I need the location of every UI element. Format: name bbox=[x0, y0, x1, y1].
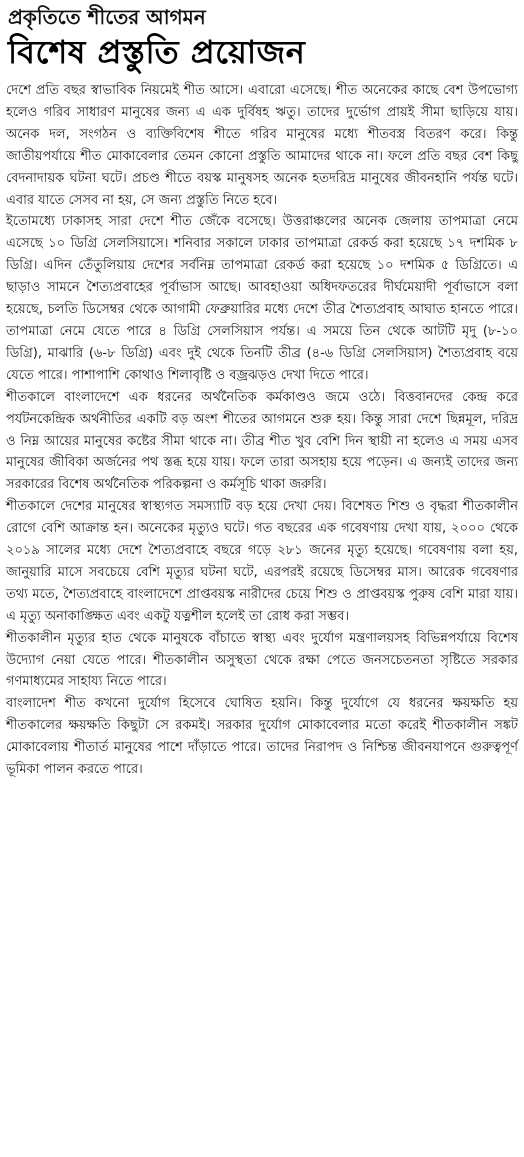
article-paragraph: ইতোমধ্যে ঢাকাসহ সারা দেশে শীত জেঁকে বসেছে। উত্তরাঞ্চলের অনেক জেলায় তাপমাত্রা নেমে এসেছে ১০ ডিগ্রি সেলসিয়াসে। শনিবার সকালে ঢাকার তাপমাত্রা রেকর্ড করা হয়েছে ১৭ দশমিক ৮ ডিগ্রি। এদিন তেঁতুলিয়ায় দেশের সর্বনিম্ন তাপমাত্রা রেকর্ড করা হয়েছে ১০ দশমিক ৫ ডিগ্রিতে। এ ছাড়াও সামনে শৈত্যপ্রবাহের পূর্বাভাস আছে। আবহাওয়া অধিদফতরের দীর্ঘমেয়াদী পূর্বাভাসে বলা হয়েছে, চলতি ডিসেম্বর থেকে আগামী ফেব্রুয়ারির মধ্যে দেশে তীব্র শৈত্যপ্রবাহ আঘাত হানতে পারে। তাপমাত্রা নেমে যেতে পারে ৪ ডিগ্রি সেলসিয়াস পর্যন্ত। এ সময়ে তিন থেকে আটটি মৃদু (৮-১০ ডিগ্রি), মাঝারি (৬-৮ ডিগ্রি) এবং দুই থেকে তিনটি তীব্র (৪-৬ ডিগ্রি সেলসিয়াস) শৈত্যপ্রবাহ বয়ে যেতে পারে। পাশাপাশি কোথাও শিলাবৃষ্টি ও বজ্রঝড়ও দেখা দিতে পারে। bbox=[6, 214, 518, 383]
article-kicker: প্রকৃতিতে শীতের আগমন bbox=[8, 5, 206, 29]
article-paragraph: বাংলাদেশ শীত কখনো দুর্যোগ হিসেবে ঘোষিত হয়নি। কিন্তু দুর্যোগে যে ধরনের ক্ষয়ক্ষতি হয় শীতকালের ক্ষয়ক্ষতি কিছুটা সে রকমই। সরকার দুর্যোগ মোকাবেলার মতো করেই শীতকালীন সঙ্কট মোকাবেলায় শীতার্ত মানুষের পাশে দাঁড়াতে পারে। তাদের নিরাপদ ও নিশ্চিন্ত জীবনযাপনে গুরুত্বপূর্ণ ভূমিকা পালন করতে পারে। bbox=[6, 696, 518, 778]
article-headline: বিশেষ প্রস্তুতি প্রয়োজন bbox=[8, 33, 306, 71]
article-paragraph: দেশে প্রতি বছর স্বাভাবিক নিয়মেই শীত আসে। এবারো এসেছে। শীত অনেকের কাছে বেশ উপভোগ্য হলেও গরিব সাধারণ মানুষের জন্য এ এক দুর্বিষহ ঋতু। তাদের দুর্ভোগ প্রায়ই সীমা ছাড়িয়ে যায়। অনেক দল, সংগঠন ও ব্যক্তিবিশেষ শীতে গরিব মানুষের মধ্যে শীতবস্ত্র বিতরণ করে। কিন্তু জাতীয়পর্যায়ে শীত মোকাবেলার তেমন কোনো প্রস্তুতি আমাদের থাকে না। ফলে প্রতি বছর বেশ কিছু বেদনাদায়ক ঘটনা ঘটে। প্রচণ্ড শীতে বয়স্ক মানুষসহ অনেক হতদরিদ্র মানুষের জীবনহানি পর্যন্ত ঘটে। এবার যাতে সেসব না হয়, সে জন্য প্রস্তুতি নিতে হবে। bbox=[6, 83, 518, 208]
article-paragraph: শীতকালে দেশের মানুষের স্বাস্থ্যগত সমস্যাটি বড় হয়ে দেখা দেয়। বিশেষত শিশু ও বৃদ্ধরা শীতকালীন রোগে বেশি আক্রান্ত হন। অনেকের মৃত্যুও ঘটে। গত বছরের এক গবেষণায় দেখা যায়, ২০০০ থেকে ২০১৯ সালের মধ্যে দেশে শৈত্যপ্রবাহে বছরে গড়ে ২৮১ জনের মৃত্যু হয়েছে। গবেষণায় বলা হয়, জানুয়ারি মাসে সবচেয়ে বেশি মৃত্যুর ঘটনা ঘটে, এরপরই রয়েছে ডিসেম্বর মাস। আরেক গবেষণার তথ্য মতে, শৈত্যপ্রবাহে বাংলাদেশে প্রাপ্তবয়স্ক নারীদের চেয়ে শিশু ও প্রাপ্তবয়স্ক পুরুষ বেশি মারা যায়। এ মৃত্যু অনাকাঙ্ক্ষিত এবং একটু যত্নশীল হলেই তা রোধ করা সম্ভব। bbox=[6, 499, 518, 624]
editorial-article bbox=[6, 4, 518, 781]
article-paragraph: শীতকালীন মৃত্যুর হাত থেকে মানুষকে বাঁচাতে স্বাস্থ্য এবং দুর্যোগ মন্ত্রণালয়সহ বিভিন্নপর্যায়ে বিশেষ উদ্যোগ নেয়া যেতে পারে। শীতকালীন অসুস্থতা থেকে রক্ষা পেতে জনসচেতনতা সৃষ্টিতে সরকার গণমাধ্যমের সাহায্য নিতে পারে। bbox=[6, 630, 518, 690]
article-paragraph: শীতকালে বাংলাদেশে এক ধরনের অর্থনৈতিক কর্মকাণ্ডও জমে ওঠে। বিত্তবানদের কেন্দ্র করে পর্যটনকেন্দ্রিক অর্থনীতির একটি বড় অংশ শীতের আগমনে শুরু হয়। কিন্তু সারা দেশে ছিন্নমূল, দরিদ্র ও নিম্ন আয়ের মানুষের কষ্টের সীমা থাকে না। তীব্র শীত খুব বেশি দিন স্থায়ী না হলেও এ সময় এসব মানুষের জীবিকা অর্জনের পথ স্তব্ধ হয়ে যায়। ফলে তারা অসহায় হয়ে পড়েন। এ জন্যই তাদের জন্য সরকারের বিশেষ অর্থনৈতিক পরিকল্পনা ও কর্মসূচি থাকা জরুরি। bbox=[6, 389, 518, 493]
